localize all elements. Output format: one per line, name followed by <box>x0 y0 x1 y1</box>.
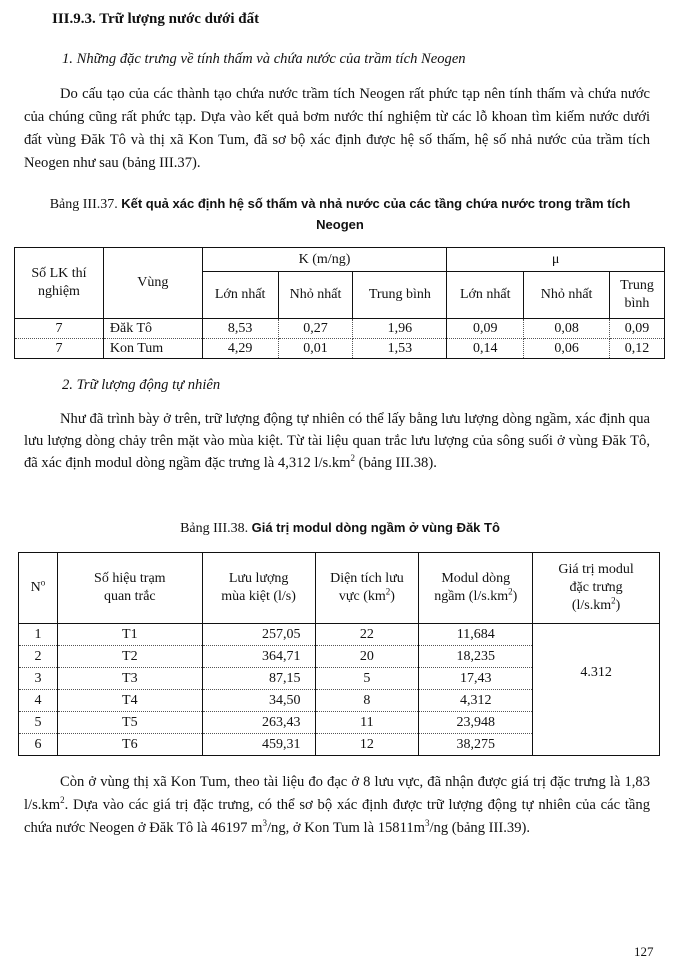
table-38-header-spec <box>533 553 660 624</box>
table-cell: 5 <box>19 712 58 734</box>
table-cell: 0,09 <box>447 319 524 339</box>
table-cell: 0,06 <box>524 339 610 359</box>
table-37-header-mu-avg: Trung bình <box>610 272 665 319</box>
table-cell: 7 <box>15 339 104 359</box>
table-cell: 87,15 <box>202 668 315 690</box>
table-38-caption-prefix: Bảng III.38. <box>180 521 252 536</box>
table-38-header-modul-text: Modul dòng ngầm (l/s.km <box>434 571 511 604</box>
table-cell: 5 <box>315 668 419 690</box>
paragraph-3-text-c: /ng, ở Kon Tum là 15811m <box>266 820 425 836</box>
table-cell: 1,53 <box>353 339 447 359</box>
paragraph-2-end: (bảng III.38). <box>355 455 437 471</box>
table-cell: 459,31 <box>202 734 315 756</box>
table-cell: T1 <box>57 624 202 646</box>
table-cell: 257,05 <box>202 624 315 646</box>
table-cell: T6 <box>57 734 202 756</box>
paragraph-3 <box>24 771 650 840</box>
table-cell: 2 <box>19 646 58 668</box>
table-38-header-no-text: N <box>30 580 41 595</box>
superscript: 3 <box>262 818 267 829</box>
table-38-header-area <box>315 553 419 624</box>
table-37-header-k: K (m/ng) <box>202 248 447 272</box>
superscript: 3 <box>425 818 430 829</box>
table-row <box>19 624 660 646</box>
table-37-header-mu-max: Lớn nhất <box>447 272 524 319</box>
table-37-header-k-min: Nhỏ nhất <box>278 272 353 319</box>
table-cell: T5 <box>57 712 202 734</box>
table-38 <box>18 552 660 756</box>
paragraph-2-text: Như đã trình bày ở trên, trữ lượng động tự nhiên có thể lấy bằng lưu lượng dòng ngầm, xác định qua lưu lượng dòng chảy trên mặt vào mùa kiệt. Từ tài liệu quan trắc lưu lượng của sông suối ở vùng Đăk Tô, đã xác định modul dòng ngầm đặc trưng là 4,312 l/s.km <box>24 411 650 471</box>
table-cell: 263,43 <box>202 712 315 734</box>
table-38-header-modul <box>419 553 533 624</box>
table-38-header-area-text: Diện tích lưu vực (km <box>330 571 404 604</box>
subsection-title-1: 1. Những đặc trưng về tính thấm và chứa nước của trầm tích Neogen <box>62 51 466 67</box>
page-number: 127 <box>634 944 654 959</box>
table-cell: 4,312 <box>419 690 533 712</box>
table-37 <box>14 247 665 359</box>
table-cell: T3 <box>57 668 202 690</box>
table-37-caption <box>30 194 650 236</box>
table-37-caption-title: Kết quả xác định hệ số thấm và nhả nước của các tầng chứa nước trong trầm tích Neogen <box>121 196 631 232</box>
table-cell: 11,684 <box>419 624 533 646</box>
section-heading: III.9.3. Trữ lượng nước dưới đất <box>52 11 260 27</box>
table-37-caption-prefix: Bảng III.37. <box>49 197 122 212</box>
superscript: 2 <box>508 586 513 597</box>
table-37-header-k-avg: Trung bình <box>353 272 447 319</box>
table-cell: 4,29 <box>202 339 278 359</box>
table-cell: 0,01 <box>278 339 353 359</box>
table-cell: T2 <box>57 646 202 668</box>
table-cell: 6 <box>19 734 58 756</box>
paragraph-2 <box>24 408 650 474</box>
table-cell: 23,948 <box>419 712 533 734</box>
table-cell: 1 <box>19 624 58 646</box>
paragraph-3-text-b: . Dựa vào các giá trị đặc trưng, có thể sơ bộ xác định được trữ lượng động tự nhiên của các tầng chứa nước Neogen ở Đăk Tô là 46197 m <box>24 797 650 836</box>
table-row <box>15 319 665 339</box>
table-38-header-area-end: ) <box>390 589 395 604</box>
table-cell: 1,96 <box>353 319 447 339</box>
table-cell: 38,275 <box>419 734 533 756</box>
table-cell: 0,12 <box>610 339 665 359</box>
table-cell: 18,235 <box>419 646 533 668</box>
table-cell: 8,53 <box>202 319 278 339</box>
table-38-header-spec-end: ) <box>615 598 621 613</box>
table-37-header-vung: Vùng <box>103 248 202 319</box>
table-38-header-spec-text: Giá trị modul đặc trưng (l/s.km <box>558 562 634 613</box>
table-37-header-solk: Số LK thí nghiệm <box>15 248 104 319</box>
table-cell: 3 <box>19 668 58 690</box>
superscript: 2 <box>60 795 65 806</box>
table-37-header-k-max: Lớn nhất <box>202 272 278 319</box>
table-cell: 0,09 <box>610 319 665 339</box>
paragraph-3-text-a: Còn ở vùng thị xã Kon Tum, theo tài liệu đo đạc ở 8 lưu vực, đã nhận được giá trị đặc trưng là 1,83 l/s.km <box>24 774 650 813</box>
superscript: o <box>40 577 46 588</box>
table-cell: 12 <box>315 734 419 756</box>
superscript: 2 <box>385 586 391 597</box>
table-cell: 0,27 <box>278 319 353 339</box>
paragraph-1: Do cấu tạo của các thành tạo chứa nước trầm tích Neogen rất phức tạp nên tính thấm và chứa nước của chúng cũng rất phức tạp. Dựa vào kết quả bơm nước thí nghiệm từ các lỗ khoan tìm kiếm nước dưới đất vùng Đăk Tô và thị xã Kon Tum, đã sơ bộ xác định được hệ số thấm, hệ số nhả nước của trầm tích Neogen như sau (bảng III.37). <box>24 86 650 171</box>
table-37-header-mu-min: Nhỏ nhất <box>524 272 610 319</box>
table-cell: 20 <box>315 646 419 668</box>
table-38-header-modul-end: ) <box>512 589 518 604</box>
table-38-header-station: Số hiệu trạm quan trắc <box>57 553 202 624</box>
table-cell: T4 <box>57 690 202 712</box>
table-cell: 364,71 <box>202 646 315 668</box>
superscript: 2 <box>350 453 355 464</box>
table-row <box>15 339 665 359</box>
superscript: 2 <box>611 595 616 606</box>
table-cell: 4 <box>19 690 58 712</box>
paragraph-3-text-d: /ng (bảng III.39). <box>429 820 531 836</box>
table-cell: 0,14 <box>447 339 524 359</box>
table-cell: 0,08 <box>524 319 610 339</box>
table-cell: 11 <box>315 712 419 734</box>
table-38-caption-title: Giá trị modul dòng ngầm ở vùng Đăk Tô <box>251 520 500 535</box>
table-38-caption <box>30 518 650 539</box>
table-cell: 8 <box>315 690 419 712</box>
table-cell: 22 <box>315 624 419 646</box>
table-cell: Kon Tum <box>103 339 202 359</box>
subsection-title-2: 2. Trữ lượng động tự nhiên <box>62 377 221 393</box>
table-38-header-no <box>19 553 58 624</box>
table-cell: 34,50 <box>202 690 315 712</box>
table-cell: Đăk Tô <box>103 319 202 339</box>
table-cell: 17,43 <box>419 668 533 690</box>
table-38-header-flow: Lưu lượng mùa kiệt (l/s) <box>202 553 315 624</box>
table-37-header-mu: μ <box>447 248 665 272</box>
table-38-spec-value: 4.312 <box>533 624 660 756</box>
table-cell: 7 <box>15 319 104 339</box>
